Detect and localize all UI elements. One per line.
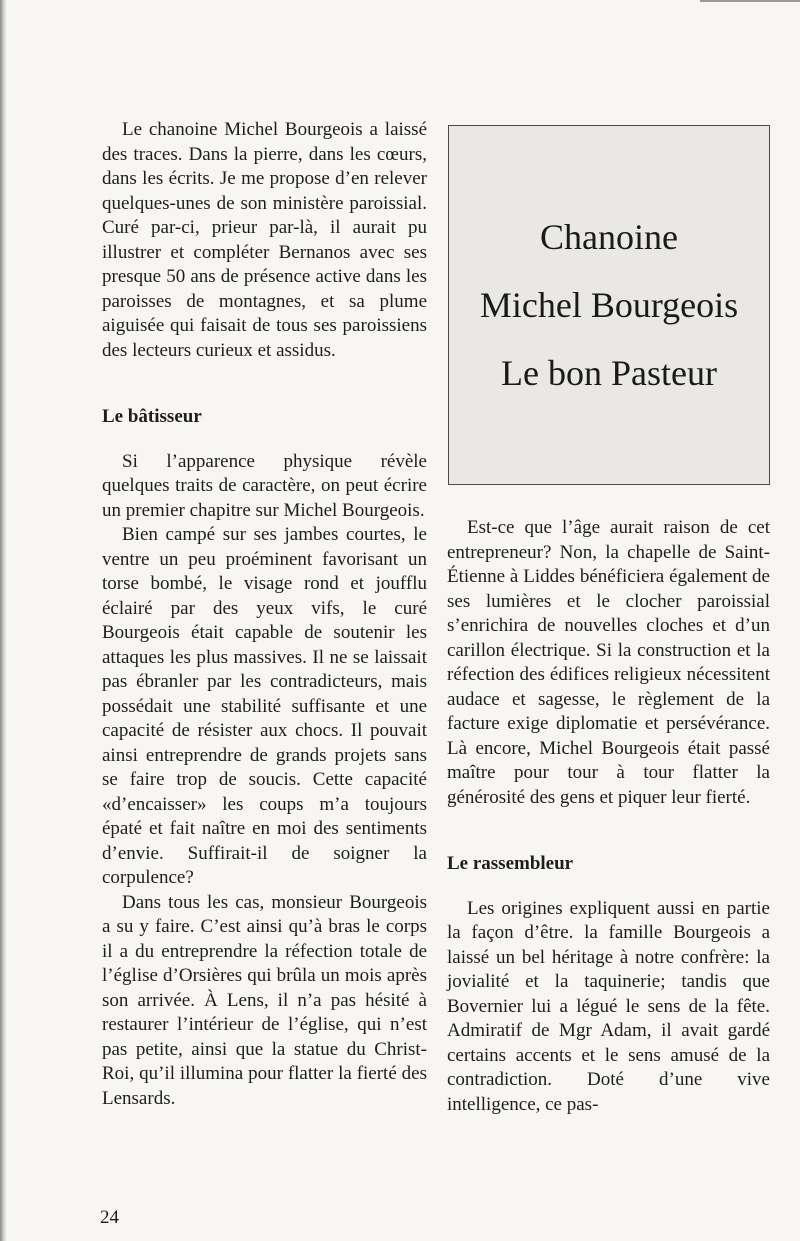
section-heading-rassembleur: Le rassembleur	[447, 853, 574, 874]
body-paragraph: Les origines expliquent aussi en partie la façon d’être. la famille Bourgeois a laissé un bel héritage à notre confrère: la jovialité et la taquinerie; tandis que Bovernier lui a légué le sens de la fête. Admiratif de Mgr Adam, il avait gardé certains accents et le sens amusé de la contradiction. Doté d’une vive intelligence, ce pas-	[447, 897, 770, 1115]
body-paragraph: Dans tous les cas, monsieur Bourgeois a su y faire. C’est ainsi qu’à bras le corps il a du entreprendre la réfection totale de l’église d’Orsières qui brûla un mois après son arrivée. À Lens, il n’a pas hésité à restaurer l’intérieur de l’église, qui n’est pas petite, ainsi que la statue du Christ-Roi, qu’il illumina pour flatter la fierté des Lensards.	[102, 891, 427, 1109]
title-line: Le bon Pasteur	[501, 353, 717, 393]
page-number: 24	[100, 1207, 119, 1228]
title-line: Chanoine	[540, 217, 678, 257]
intro-paragraph: Le chanoine Michel Bourgeois a laissé des traces. Dans la pierre, dans les cœurs, dans les écrits. Je me propose d’en relever quelques-unes de son ministère paroissial. Curé par-ci, prieur par-là, il aurait pu illustrer et compléter Bernanos avec ses presque 50 ans de présence active dans les paroisses de montagnes, et sa plume aiguisée qui faisait de tous ses paroissiens des lecteurs curieux et assidus.	[102, 119, 427, 361]
right-column	[447, 516, 770, 1117]
body-paragraph: Est-ce que l’âge aurait raison de cet entrepreneur? Non, la chapelle de Saint-Étienne à Liddes bénéficiera également de ses lumières et le clocher paroissial s’enrichira de nouvelles cloches et d’un carillon électrique. Si la construction et la réfection des édifices religieux nécessitent audace et sagesse, le règlement de la facture exige diplomatie et persévérance. Là encore, Michel Bourgeois était passé maître pour tour à tour flatter la générosité des gens et piquer leur fierté.	[447, 517, 770, 808]
body-paragraph: Bien campé sur ses jambes courtes, le ventre un peu proéminent favorisant un torse bombé, le visage rond et joufflu éclairé par des yeux vifs, le curé Bourgeois était capable de soutenir les attaques les plus massives. Il ne se laissait pas ébranler par les contradicteurs, mais possédait une stabilité suffisante et une capacité de résister aux chocs. Il pouvait ainsi entreprendre de grands projets sans se faire trop de soucis. Cette capacité «d’encaisser» les coups m’a toujours épaté et fait naître en moi des sentiments d’envie. Suffirait-il de soigner la corpulence?	[102, 524, 427, 888]
left-column	[102, 118, 427, 1111]
body-paragraph: Si l’apparence physique révèle quelques traits de caractère, on peut écrire un premier chapitre sur Michel Bourgeois.	[102, 450, 427, 521]
article-title-box	[448, 125, 770, 485]
scan-edge-line	[700, 0, 800, 2]
title-line: Michel Bourgeois	[479, 285, 739, 325]
scan-edge-shadow	[0, 0, 7, 1241]
section-heading-batisseur: Le bâtisseur	[102, 406, 202, 427]
